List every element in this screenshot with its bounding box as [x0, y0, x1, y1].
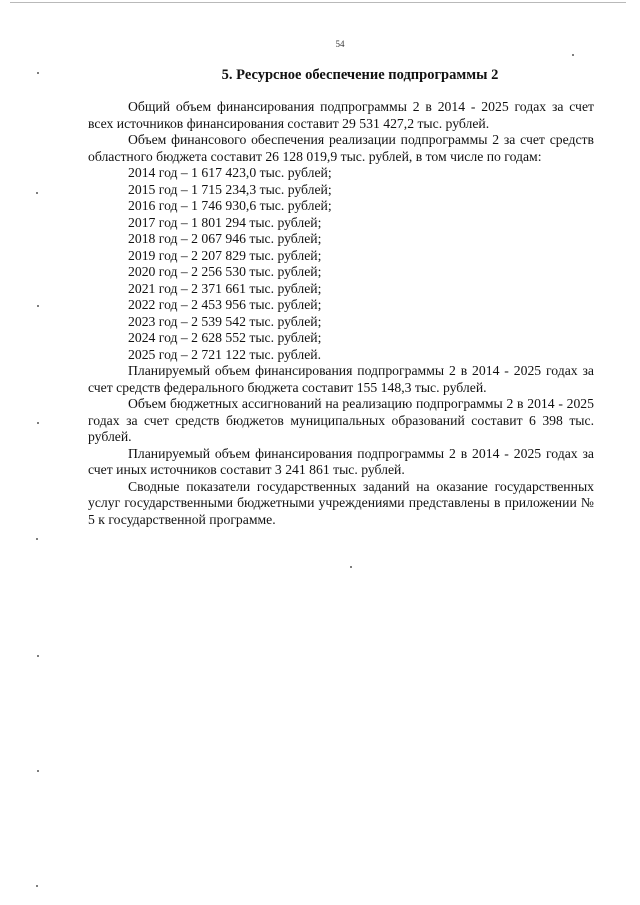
list-item: 2023 год – 2 539 542 тыс. рублей;: [128, 313, 322, 329]
scan-speck: [37, 655, 39, 657]
scan-speck: [37, 770, 39, 772]
paragraph-summary: Сводные показатели государственных заданий на оказание государственных услуг государственными бюджетными учреждениями представлены в приложении № 5 к государственной программе.: [88, 478, 594, 527]
scan-speck: [36, 192, 38, 194]
paragraph-federal-budget: Планируемый объем финансирования подпрограммы 2 в 2014 - 2025 годах за счет средств федерального бюджета составит 155 148,3 тыс. рублей.: [88, 363, 594, 395]
list-item: 2024 год – 2 628 552 тыс. рублей;: [128, 330, 322, 345]
paragraph-municipal-budget: Объем бюджетных ассигнований на реализацию подпрограммы 2 в 2014 - 2025 годах за счет средств бюджетов муниципальных образований составит 6 398 тыс. рублей.: [88, 396, 594, 444]
list-item: 2020 год – 2 256 530 тыс. рублей;: [128, 264, 322, 279]
document-body: [88, 99, 594, 528]
paragraph-other-sources: Планируемый объем финансирования подпрограммы 2 в 2014 - 2025 годах за счет иных источников составит 3 241 861 тыс. рублей.: [88, 445, 594, 477]
section-title: 5. Ресурсное обеспечение подпрограммы 2: [221, 67, 499, 83]
list-item: 2014 год – 1 617 423,0 тыс. рублей;: [128, 165, 332, 180]
page-number: 54: [335, 39, 345, 49]
list-item: 2025 год – 2 721 122 тыс. рублей.: [128, 346, 322, 362]
paragraph-regional-budget: Объем финансового обеспечения реализации подпрограммы 2 за счет средств областного бюджета составит 26 128 019,9 тыс. рублей, в том числе по годам:: [88, 132, 594, 164]
scan-speck: [37, 72, 39, 74]
list-item: 2016 год – 1 746 930,6 тыс. рублей;: [128, 198, 332, 213]
scan-speck: [350, 566, 352, 568]
scan-speck: [37, 422, 39, 424]
paragraph-total-funding: Общий объем финансирования подпрограммы 2 в 2014 - 2025 годах за счет всех источников финансирования составит 29 531 427,2 тыс. рублей.: [88, 99, 594, 131]
scan-speck: [36, 885, 38, 887]
scan-speck: [572, 54, 574, 56]
list-item: 2017 год – 1 801 294 тыс. рублей;: [128, 214, 322, 230]
scan-speck: [36, 538, 38, 540]
list-item: 2015 год – 1 715 234,3 тыс. рублей;: [128, 181, 332, 197]
list-item: 2019 год – 2 207 829 тыс. рублей;: [128, 247, 322, 263]
list-item: 2022 год – 2 453 956 тыс. рублей;: [128, 297, 322, 312]
list-item: 2021 год – 2 371 661 тыс. рублей;: [128, 280, 322, 296]
list-item: 2018 год – 2 067 946 тыс. рублей;: [128, 231, 322, 246]
scan-top-edge: [10, 2, 626, 3]
yearly-funding-list: [88, 165, 594, 363]
scan-speck: [37, 305, 39, 307]
